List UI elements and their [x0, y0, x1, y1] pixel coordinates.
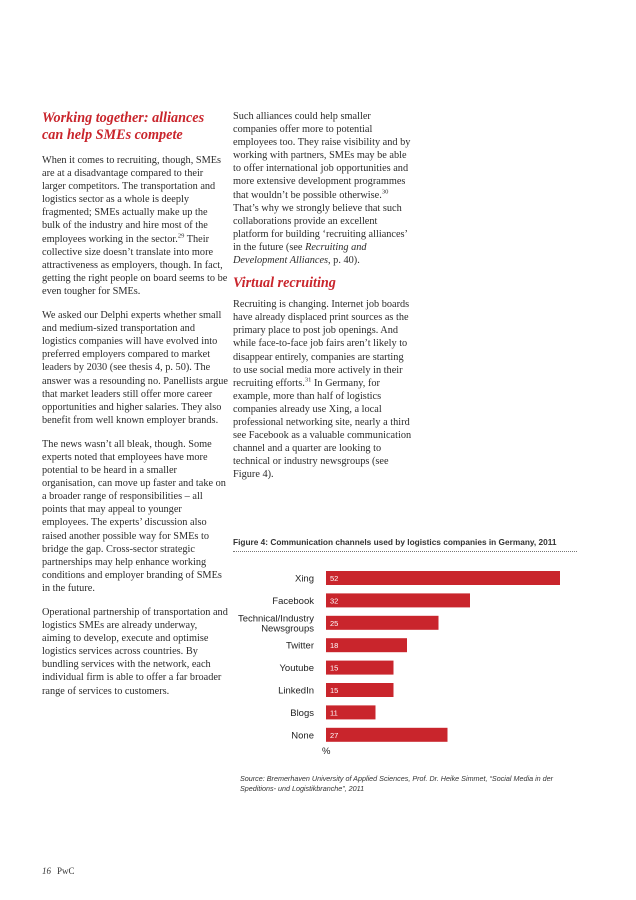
data-label: 25: [330, 618, 339, 628]
data-label: 18: [330, 641, 339, 651]
bar: [326, 728, 448, 742]
category-label: Blogs: [290, 707, 314, 719]
paragraph: We asked our Delphi experts whether small and medium-sized transportation and logistics companies will have evolved into preferred employers compared to market leaders by 2030 (see thesis 4, p. 50). The answer was a resounding no. Panellists argue that market leaders still offer more career opportunities and higher salaries. They also benefit from well known employer brands.: [42, 310, 228, 426]
text-run: Such alliances could help smaller companies offer more to potential employees too. They raise visibility and by working with partners, SMEs may be able to offer international job opportunities and more extensive development programmes that wouldn’t be possible otherwise.: [233, 111, 411, 201]
section-heading-virtual-recruiting: Virtual recruiting: [233, 275, 336, 292]
category-label: None: [291, 730, 314, 742]
category-label: Xing: [294, 573, 314, 585]
footnote-ref: 31: [304, 376, 312, 384]
category-label: Facebook: [272, 595, 314, 607]
page-number: 16: [42, 866, 51, 876]
text-run: Their collective size doesn’t translate into more attractiveness as employers, though. In fact, getting the right people on board seems to be even tougher for SMEs.: [42, 233, 228, 297]
data-label: 27: [330, 730, 339, 740]
text-run: , p. 40).: [328, 255, 360, 267]
figure-source: Source: Bremerhaven University of Applied Sciences, Prof. Dr. Heike Simmet, “Social Media in der Speditions- und Logistikbranche”, 2011: [240, 774, 554, 793]
page-footer: [42, 866, 75, 876]
footnote-ref: 29: [177, 232, 185, 240]
paragraph: The news wasn’t all bleak, though. Some experts noted that employees have more potential to be heard in a smaller organisation, can move up faster and take on a broader range of responsibilities – all points that may appeal to younger employees. The experts’ discussion also raised another possible way for SMEs to bridge the gap. Cross-sector strategic partnerships may help enhance working conditions and employer branding of SMEs in the future.: [42, 438, 226, 594]
data-label: 32: [330, 596, 339, 606]
text-run: In Germany, for example, more than half of logistics companies already use Xing, a local professional networking site, nearly a third see Facebook as a valuable communication channel and a quarter are looking to technical or industry newsgroups (see Figure 4).: [233, 377, 412, 481]
brand-name: PwC: [57, 866, 75, 876]
axis-label: %: [322, 746, 331, 758]
text-run: That’s why we strongly believe that such collaborations provide an excellent platform for building ‘recruiting alliances’ in the future (see: [233, 202, 408, 253]
category-label: LinkedIn: [278, 685, 314, 697]
data-label: 11: [330, 708, 338, 718]
data-label: 15: [330, 663, 339, 673]
category-label: Youtube: [279, 663, 314, 675]
text-run-italic: Recruiting and Development Alliances: [233, 241, 367, 267]
text-run: When it comes to recruiting, though, SMEs are at a disadvantage compared to their larger competitors. The transportation and logistics sector as a whole is deeply fragmented; SMEs actually make up the bulk of the industry and hire most of the employees working in the sector.: [42, 155, 222, 245]
section-heading-alliances: Working together: alliances can help SMEs compete: [42, 110, 205, 143]
data-label: 52: [330, 574, 339, 583]
figure-title: Figure 4: Communication channels used by logistics companies in Germany, 2011: [233, 537, 577, 552]
text-run: Recruiting is changing. Internet job boards have already displaced print sources as the primary place to post job openings. And while face-to-face job fairs aren’t likely to disappear entirely, companies are starting to use social media more actively in their recruiting efforts.: [233, 299, 410, 389]
bar: [326, 571, 560, 585]
bar: [326, 616, 439, 630]
footnote-ref: 30: [381, 188, 389, 196]
paragraph: Operational partnership of transportation and logistics SMEs are already underway, aiming to develop, execute and optimise logistics services across countries. By bundling services with the network, each individual firm is able to offer a far broader range of services to customers.: [42, 607, 228, 697]
data-label: 15: [330, 686, 339, 695]
category-label: Twitter: [286, 640, 314, 652]
bar: [326, 593, 470, 607]
category-label: Technical/Industry Newsgroups: [237, 613, 314, 635]
